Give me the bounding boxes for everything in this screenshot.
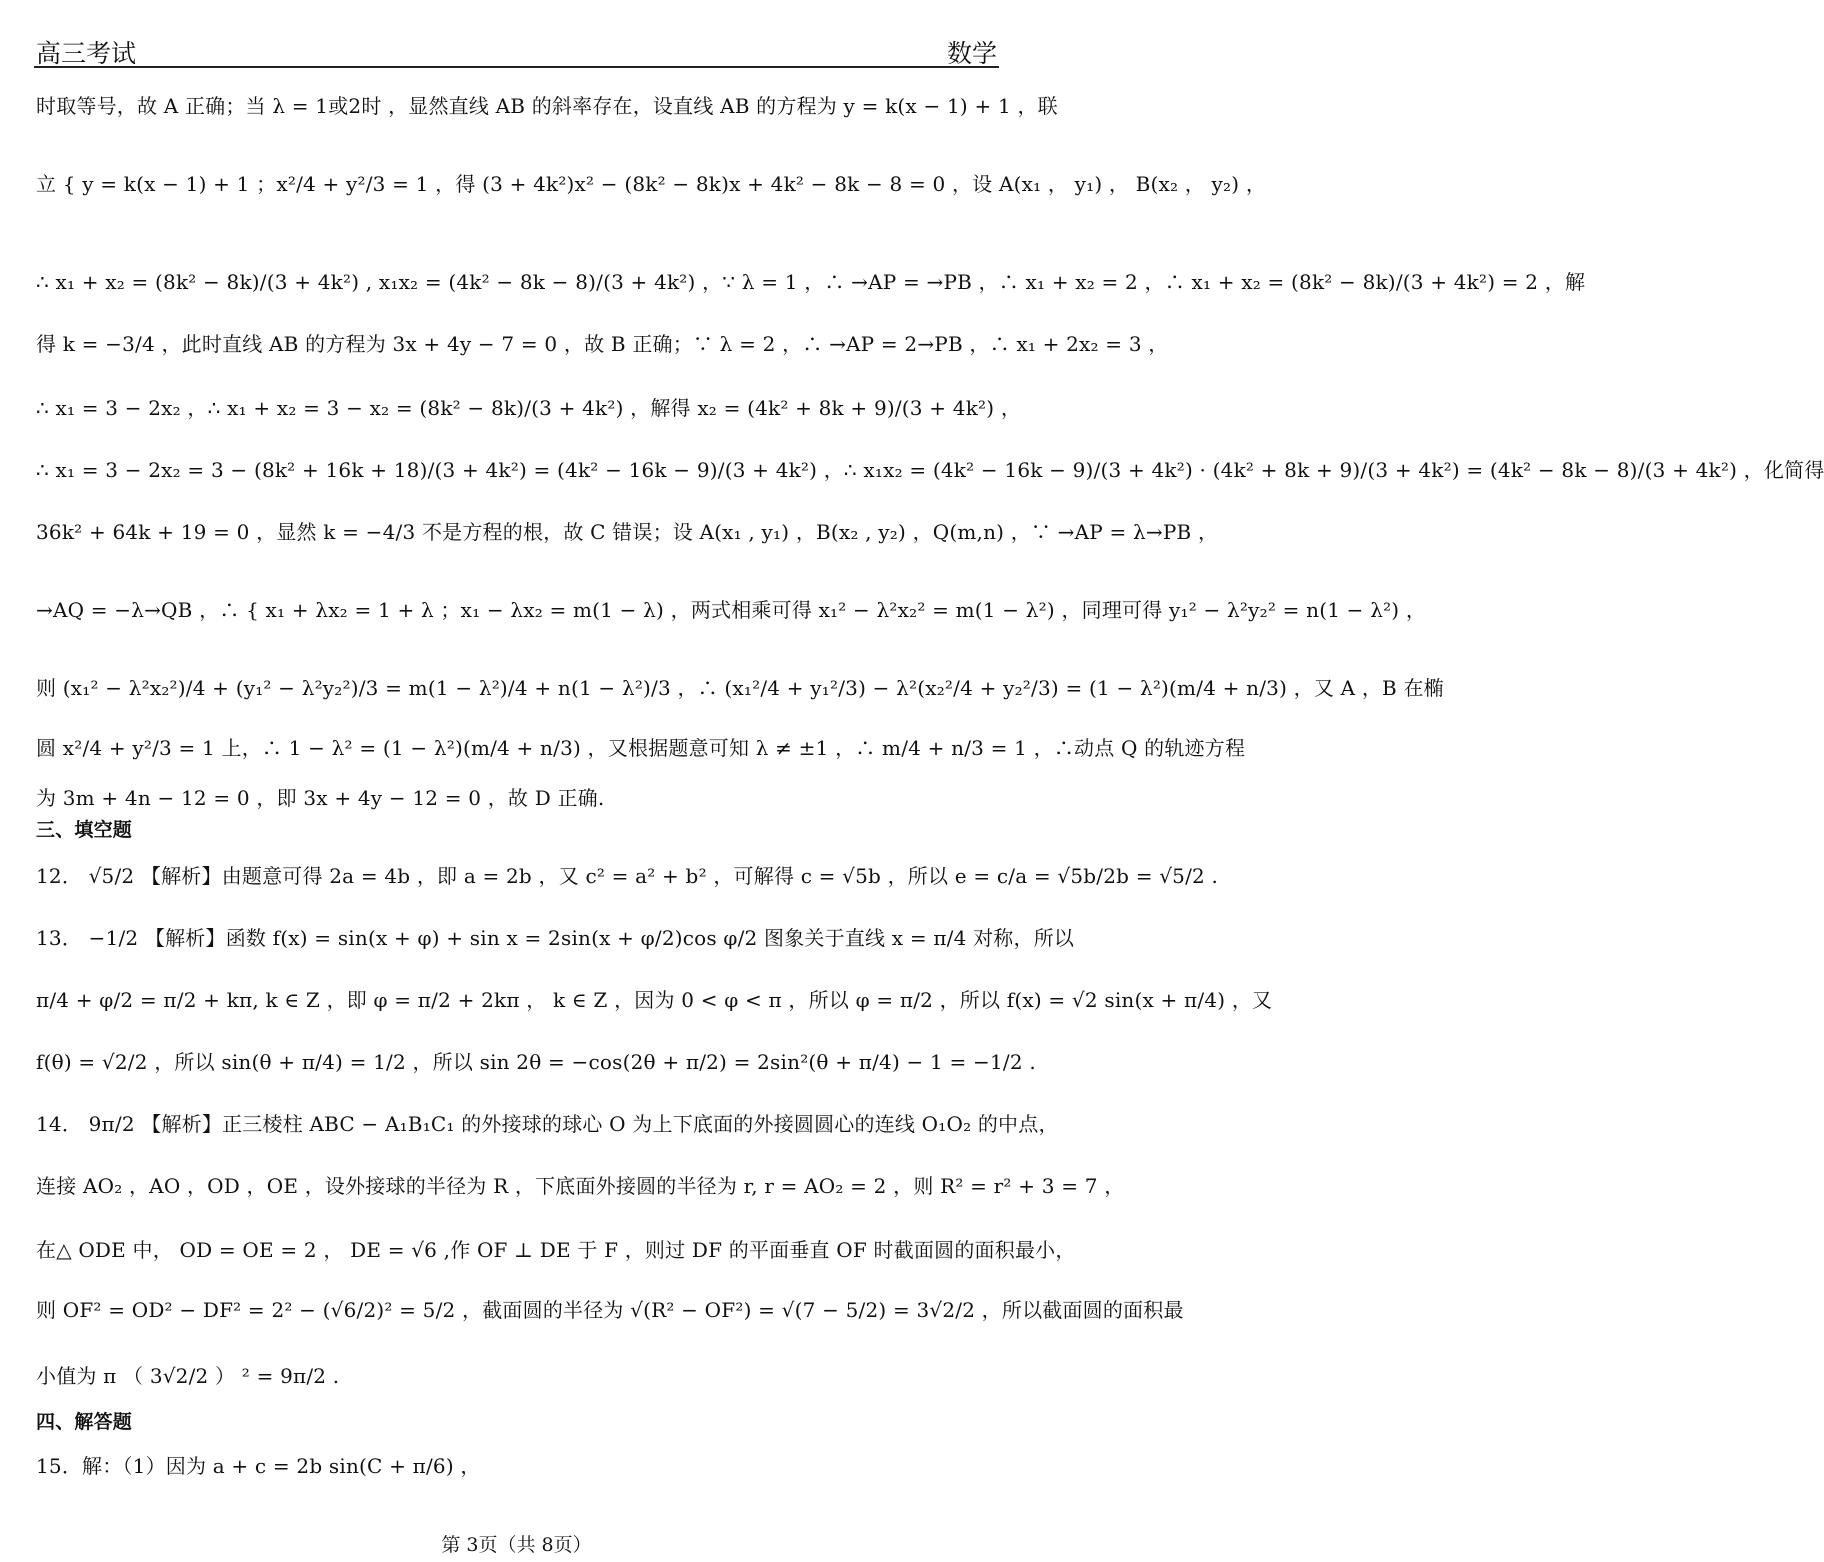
text-line: 为 3m + 4n − 12 = 0 ，即 3x + 4y − 12 = 0 ，故 D 正确. (36, 786, 605, 810)
text-line: f(θ) = √2/2 ，所以 sin(θ + π/4) = 1/2 ，所以 sin 2θ = −cos(2θ + π/2) = 2sin²(θ + π/4) − 1 = −1/2 . (36, 1050, 1036, 1074)
text-line: 15．解：（1）因为 a + c = 2b sin(C + π/6) ， (36, 1454, 481, 1478)
text-line: 得 k = −3/4 ，此时直线 AB 的方程为 3x + 4y − 7 = 0 ，故 B 正确；∵ λ = 2 ，∴ →AP = 2→PB ，∴ x₁ + 2x₂ = 3 ， (36, 332, 1169, 356)
text-line: 36k² + 64k + 19 = 0 ，显然 k = −4/3 不是方程的根，故 C 错误；设 A(x₁ , y₁) ，B(x₂ , y₂) ，Q(m,n) ，∵ →AP = λ→PB ， (36, 520, 1219, 544)
text-line: 小值为 π （ 3√2/2 ） ² = 9π/2 . (36, 1364, 340, 1388)
header-subject: 数学 (946, 39, 997, 68)
text-line: →AQ = −λ→QB ，∴ { x₁ + λx₂ = 1 + λ ；x₁ − λx₂ = m(1 − λ) ，两式相乘可得 x₁² − λ²x₂² = m(1 − λ²) ，同理可得 y₁² − λ²y₂² = n(1 − λ²) ， (36, 598, 1427, 622)
text-line: ∴ x₁ = 3 − 2x₂ ，∴ x₁ + x₂ = 3 − x₂ = (8k² − 8k)/(3 + 4k²) ，解得 x₂ = (4k² + 8k + 9)/(3 + 4k²) ， (36, 396, 1022, 420)
text-line: 则 OF² = OD² − DF² = 2² − (√6/2)² = 5/2 ，截面圆的半径为 √(R² − OF²) = √(7 − 5/2) = 3√2/2 ，所以截面圆的面积最 (36, 1298, 1184, 1322)
header-exam-title: 高三考试 (36, 39, 137, 68)
text-line: 13． −1/2 【解析】函数 f(x) = sin(x + φ) + sin x = 2sin(x + φ/2)cos φ/2 图象关于直线 x = π/4 对称，所以 (36, 926, 1075, 950)
page-header (34, 30, 999, 68)
text-line: 在△ ODE 中， OD = OE = 2 ， DE = √6 ,作 OF ⊥ DE 于 F ，则过 DF 的平面垂直 OF 时截面圆的面积最小， (36, 1238, 1076, 1262)
section-heading-answer: 四、解答题 (36, 1411, 133, 1433)
text-line: 则 (x₁² − λ²x₂²)/4 + (y₁² − λ²y₂²)/3 = m(1 − λ²)/4 + n(1 − λ²)/3 ，∴ (x₁²/4 + y₁²/3) − λ²(x₂²/4 + y₂²/3) = (1 − λ²)(m/4 + n/3) ，又 A ，B 在椭 (36, 676, 1444, 700)
text-line: π/4 + φ/2 = π/2 + kπ, k ∈ Z ，即 φ = π/2 + 2kπ ， k ∈ Z ，因为 0 < φ < π ，所以 φ = π/2 ，所以 f(x) = √2 sin(x + π/4) ，又 (36, 988, 1273, 1012)
text-line: 连接 AO₂ ，AO ，OD ，OE ，设外接球的半径为 R ，下底面外接圆的半径为 r, r = AO₂ = 2 ，则 R² = r² + 3 = 7 ， (36, 1174, 1125, 1198)
text-line: 时取等号，故 A 正确；当 λ = 1或2时 ，显然直线 AB 的斜率存在，设直线 AB 的方程为 y = k(x − 1) + 1 ，联 (36, 94, 1058, 118)
section-heading-fill-blank: 三、填空题 (36, 819, 133, 841)
text-line: ∴ x₁ + x₂ = (8k² − 8k)/(3 + 4k²) , x₁x₂ = (4k² − 8k − 8)/(3 + 4k²) ，∵ λ = 1 ，∴ →AP = →PB ，∴ x₁ + x₂ = 2 ，∴ x₁ + x₂ = (8k² − 8k)/(3 + 4k²) = 2 ，解 (36, 270, 1586, 294)
text-line: 14． 9π/2 【解析】正三棱柱 ABC − A₁B₁C₁ 的外接球的球心 O 为上下底面的外接圆圆心的连线 O₁O₂ 的中点， (36, 1112, 1059, 1136)
page-footer: 第 3页（共 8页） (441, 1534, 592, 1556)
text-line: 立 { y = k(x − 1) + 1 ；x²/4 + y²/3 = 1 ，得 (3 + 4k²)x² − (8k² − 8k)x + 4k² − 8k − 8 = 0 ，设 A(x₁ ， y₁) ， B(x₂ ， y₂) ， (36, 172, 1267, 196)
text-line: 12． √5/2 【解析】由题意可得 2a = 4b ，即 a = 2b ，又 c² = a² + b² ，可解得 c = √5b ，所以 e = c/a = √5b/2b = √5/2 . (36, 864, 1219, 888)
text-line: ∴ x₁ = 3 − 2x₂ = 3 − (8k² + 16k + 18)/(3 + 4k²) = (4k² − 16k − 9)/(3 + 4k²) ，∴ x₁x₂ = (4k² − 16k − 9)/(3 + 4k²) · (4k² + 8k + 9)/(3 + 4k²) = (4k² − 8k − 8)/(3 + 4k²) ，化简得 (36, 458, 1824, 482)
text-line: 圆 x²/4 + y²/3 = 1 上，∴ 1 − λ² = (1 − λ²)(m/4 + n/3) ，又根据题意可知 λ ≠ ±1 ，∴ m/4 + n/3 = 1 ，∴动点 Q 的轨迹方程 (36, 736, 1246, 760)
